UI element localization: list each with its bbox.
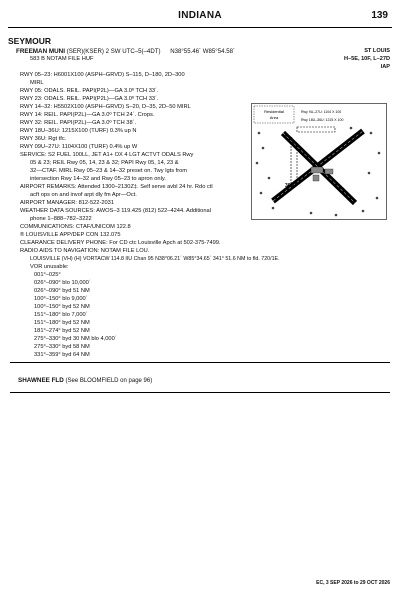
rwy-05-23: RWY 05–23: H6001X100 (ASPH–GRVD) S–115, D–180, 2D–300 (20, 72, 185, 78)
city-name: SEYMOUR (8, 36, 51, 46)
airport-id-line: (SER)(KSER) 2 SW UTC–5(–4DT) (66, 48, 161, 55)
state-title: INDIANA (178, 10, 222, 21)
airport-diagram (251, 103, 387, 220)
shawnee-entry (18, 377, 152, 384)
vor-unusable: VOR unusable: (30, 264, 69, 270)
vortac-line: LOUISVILLE (VH) (H) VORTACW 114.8 IIU Chan 95 N38°06.21´ W85°34.65´ 341° 51.6 NM to fld. 720/1E. (30, 256, 280, 262)
vor-range-8: 181°–274° byd 52 NM (34, 328, 90, 334)
airport-header (16, 48, 368, 55)
vor-range-9: 275°–330° byd 30 NM blo 4,000´ (34, 336, 117, 342)
page-number: 139 (371, 10, 388, 21)
rwy-23: RWY 23: ODALS. REIL. PAPI(P2L)—GA 3.0º TCH 33´. (20, 96, 159, 102)
shawnee-ref: (See BLOOMFIELD on page 96) (65, 378, 153, 384)
shawnee-name: SHAWNEE FLD (18, 377, 64, 384)
rwy-9u-27u-label: Rwy 9U–27U: 1104 X 100 (301, 110, 342, 114)
rwy-05-23-lgt: MIRL (30, 80, 44, 86)
weather-line-1: WEATHER DATA SOURCES: AWOS–3 119.425 (812) 522–4244. Additional (20, 208, 211, 214)
rwy-09u-27u: RWY 09U–27U: 1104X100 (TURF) 0.4% up W (20, 144, 138, 150)
weather-line-2: phone 1–888–782–3222 (30, 216, 92, 222)
airport-manager: AIRPORT MANAGER: 812-522-2031 (20, 200, 114, 206)
communications: COMMUNICATIONS: CTAF/UNICOM 122.8 (20, 224, 131, 230)
vor-range-6: 151°–180° blo 7,000´ (34, 312, 88, 318)
vor-range-2: 026°–090° blo 10,000´ (34, 280, 91, 286)
airport-charts: H–5E, 10F, L–27D (343, 56, 390, 62)
vor-range-11: 331°–359° byd 64 NM (34, 352, 90, 358)
vor-range-10: 275°–330° byd 58 NM (34, 344, 90, 350)
rwy-14: RWY 14: REIL. PAPI(P2L)—GA 3.0º TCH 24´. Crops. (20, 112, 155, 118)
service-line-3: 32—CTAF. MIRL Rwy 05–23 & 14–32 preset on. Twy lgts from (30, 168, 187, 174)
airport-iap: IAP (380, 64, 390, 70)
section-rule-bottom (10, 392, 390, 393)
rwy-14-32: RWY 14–32: H5502X100 (ASPH–GRVD) S–20, D–35, 2D–50 MIRL (20, 104, 191, 110)
airport-elev-line: 583 B NOTAM FILE HUF (30, 56, 94, 62)
airport-region: ST LOUIS (364, 48, 390, 54)
vor-range-1: 001°–025° (34, 272, 61, 278)
residential-label: Residential (264, 109, 284, 114)
area-label: Area (269, 115, 279, 120)
rwy-36u-marker: 36U (285, 183, 295, 189)
rwy-32: RWY 32: REIL. PAPI(P2L)—GA 3.0º TCH 38´. (20, 120, 137, 126)
section-rule (10, 362, 390, 363)
app-dep-con: ® LOUISVILLE APP/DEP CON 132.075 (20, 232, 121, 238)
rwy-05: RWY 05: ODALS. REIL. PAPI(P2L)—GA 3.0º TCH 33´. (20, 88, 159, 94)
service-line-2: 05 & 23; REIL Rwy 05, 14, 23 & 32; PAPI Rwy 05, 14, 23 & (30, 160, 179, 166)
clearance-delivery: CLEARANCE DELIVERY PHONE: For CD ctc Louisville Apch at 502-375-7499. (20, 240, 221, 246)
airport-coords: N38°55.46´ W85°54.58´ (170, 48, 236, 55)
rwy-18u-36u-label: Rwy 18U–36U: 1215 X 100 (301, 118, 344, 122)
footer-dates: EC, 3 SEP 2026 to 29 OCT 2026 (316, 580, 390, 586)
vor-range-4: 100°–150° blo 9,000´ (34, 296, 88, 302)
rwy-36u: RWY 36U: Rgt tfc. (20, 136, 67, 142)
header-rule (8, 27, 392, 28)
rwy-18u-36u: RWY 18U–36U: 1215X100 (TURF) 0.3% up N (20, 128, 137, 134)
radio-aids: RADIO AIDS TO NAVIGATION: NOTAM FILE LOU. (20, 248, 150, 254)
vor-range-7: 151°–180° byd 52 NM (34, 320, 90, 326)
service-line-4: intersection Rwy 14–32 and Rwy 05–23 to apron only. (30, 176, 166, 182)
page-header (8, 10, 392, 24)
remarks-line-2: acft ops on and invof arpt dly fm Apr—Oct. (30, 192, 137, 198)
service-line-1: SERVICE: S2 FUEL 100LL, JET A1+ OX 4 LGT ACTVT ODALS Rwy (20, 152, 194, 158)
remarks-line-1: AIRPORT REMARKS: Attended 1300–2130Z‡. Self serve avbl 24 hr. Rdo ctl (20, 184, 213, 190)
vor-range-3: 026°–090° byd 51 NM (34, 288, 90, 294)
vor-range-5: 100°–150° byd 52 NM (34, 304, 90, 310)
airport-name: FREEMAN MUNI (16, 48, 65, 55)
